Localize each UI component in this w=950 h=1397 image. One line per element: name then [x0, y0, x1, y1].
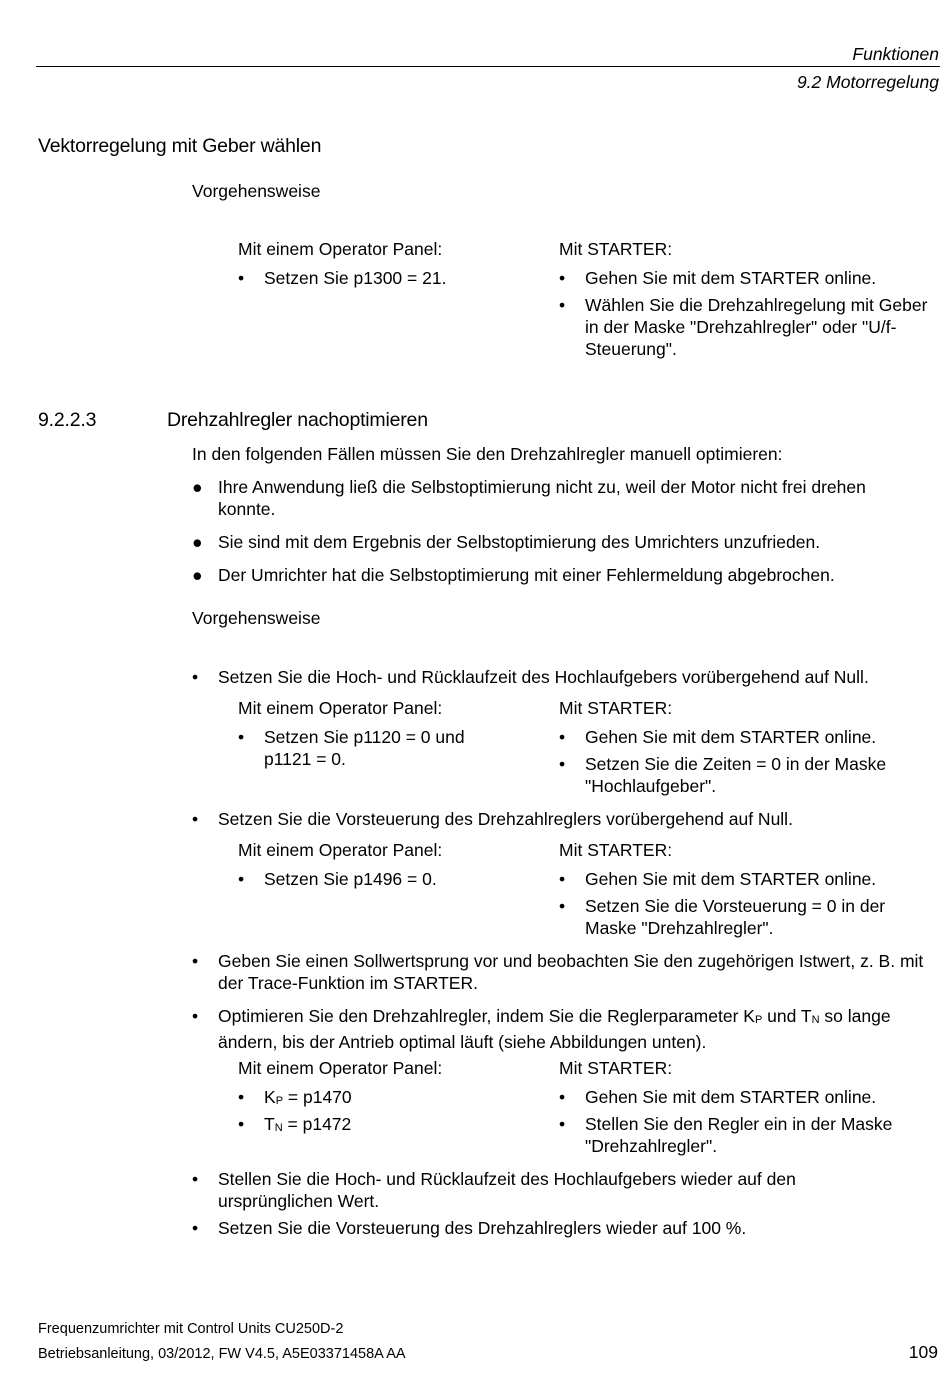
bullet-icon: • [238, 1114, 245, 1134]
bullet-icon: • [238, 1087, 245, 1107]
bullet-icon: • [559, 754, 566, 774]
section-title-drehzahlregler: Drehzahlregler nachoptimieren [167, 409, 428, 431]
bullet-icon: • [192, 809, 199, 829]
bullet-icon: • [559, 1087, 566, 1107]
bullet-icon: • [192, 667, 199, 687]
bullet-icon: • [559, 1114, 566, 1134]
footer-title: Frequenzumrichter mit Control Units CU250D-2 [38, 1321, 344, 1337]
header-section: 9.2 Motorregelung [796, 72, 939, 92]
section-title-vektorregelung: Vektorregelung mit Geber wählen [38, 135, 322, 157]
bullet-icon: • [192, 1169, 199, 1189]
bullet-icon: • [559, 727, 566, 747]
bullet-icon: ● [192, 532, 203, 552]
bullet-icon: • [192, 951, 199, 971]
header-chapter: Funktionen [852, 44, 939, 64]
bullet-icon: • [559, 268, 566, 288]
op-panel-label: Mit einem Operator Panel: [238, 840, 443, 860]
bullet-icon: ● [192, 565, 203, 585]
page-number: 109 [908, 1342, 938, 1362]
bullet-icon: • [238, 268, 245, 288]
op-panel-label: Mit einem Operator Panel: [238, 1058, 443, 1078]
starter-label-a: Mit STARTER: [559, 239, 673, 259]
bullet-icon: • [192, 1218, 199, 1238]
bullet-icon: ● [192, 477, 203, 497]
op-panel-label: Mit einem Operator Panel: [238, 698, 443, 718]
procedure-heading-b: Vorgehensweise [192, 608, 321, 628]
bullet-icon: • [238, 727, 245, 747]
bullet-icon: • [559, 295, 566, 315]
op-panel-label-a: Mit einem Operator Panel: [238, 239, 443, 259]
intro-text: In den folgenden Fällen müssen Sie den Drehzahlregler manuell optimieren: [192, 444, 783, 464]
procedure-heading-a: Vorgehensweise [192, 181, 321, 201]
section-number: 9.2.2.3 [38, 409, 97, 431]
bullet-icon: • [192, 1006, 199, 1026]
bullet-icon: • [238, 869, 245, 889]
starter-label: Mit STARTER: [559, 698, 673, 718]
bullet-icon: • [559, 896, 566, 916]
footer-edition: Betriebsanleitung, 03/2012, FW V4.5, A5E03371458A AA [38, 1346, 406, 1362]
bullet-icon: • [559, 869, 566, 889]
starter-label: Mit STARTER: [559, 1058, 673, 1078]
starter-label: Mit STARTER: [559, 840, 673, 860]
header-rule [36, 66, 940, 67]
